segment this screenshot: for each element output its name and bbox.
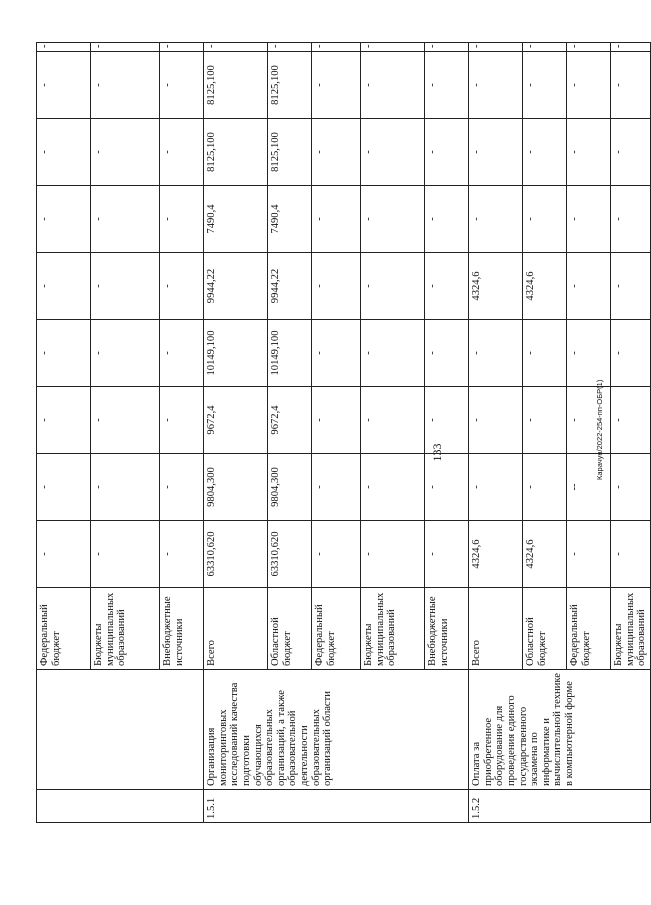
amount-cell: - bbox=[37, 119, 91, 186]
amount-cell: 8125,100 bbox=[204, 119, 268, 186]
amount-cell: - bbox=[361, 119, 425, 186]
amount-cell: - bbox=[425, 320, 469, 387]
amount-cell: - bbox=[425, 387, 469, 454]
amount-cell: 4324,6 bbox=[469, 521, 523, 588]
amount-cell: - bbox=[425, 454, 469, 521]
amount-cell: - bbox=[469, 43, 523, 52]
amount-cell: - bbox=[361, 387, 425, 454]
funding-source-cell: Бюджеты муниципальных образований bbox=[361, 588, 425, 670]
funding-source-cell: Федеральный бюджет bbox=[567, 588, 611, 670]
amount-cell: - bbox=[469, 119, 523, 186]
amount-cell: - bbox=[425, 521, 469, 588]
amount-cell: -- bbox=[567, 454, 611, 521]
row-number-cell bbox=[37, 790, 204, 823]
amount-cell: - bbox=[160, 253, 204, 320]
amount-cell: 4324,6 bbox=[469, 253, 523, 320]
amount-cell: - bbox=[567, 43, 611, 52]
table-row bbox=[37, 43, 91, 823]
amount-cell: - bbox=[312, 387, 361, 454]
amount-cell: 9672,4 bbox=[204, 387, 268, 454]
amount-cell: - bbox=[361, 521, 425, 588]
amount-cell: 10149,100 bbox=[204, 320, 268, 387]
amount-cell: - bbox=[91, 43, 160, 52]
amount-cell: 10149,100 bbox=[268, 320, 312, 387]
amount-cell: 9944,22 bbox=[268, 253, 312, 320]
amount-cell: - bbox=[37, 43, 91, 52]
amount-cell: - bbox=[361, 43, 425, 52]
amount-cell: - bbox=[425, 186, 469, 253]
amount-cell: - bbox=[523, 52, 567, 119]
amount-cell: - bbox=[37, 387, 91, 454]
amount-cell: - bbox=[523, 119, 567, 186]
amount-cell: - bbox=[312, 43, 361, 52]
budget-table bbox=[36, 42, 651, 823]
amount-cell: - bbox=[91, 521, 160, 588]
amount-cell: - bbox=[567, 320, 611, 387]
amount-cell: - bbox=[425, 43, 469, 52]
funding-source-cell: Внебюджетные источники bbox=[425, 588, 469, 670]
amount-cell: - bbox=[312, 454, 361, 521]
row-number-cell: 1.5.1 bbox=[204, 790, 469, 823]
amount-cell: - bbox=[469, 186, 523, 253]
funding-source-cell: Областной бюджет bbox=[268, 588, 312, 670]
amount-cell: - bbox=[37, 521, 91, 588]
amount-cell: - bbox=[91, 186, 160, 253]
activity-name-cell bbox=[37, 670, 204, 790]
amount-cell: - bbox=[469, 454, 523, 521]
amount-cell: - bbox=[37, 253, 91, 320]
amount-cell: - bbox=[37, 186, 91, 253]
amount-cell: - bbox=[611, 387, 651, 454]
table-row bbox=[469, 43, 523, 823]
amount-cell: 8125,100 bbox=[268, 119, 312, 186]
amount-cell: - bbox=[160, 454, 204, 521]
amount-cell: - bbox=[523, 186, 567, 253]
amount-cell: - bbox=[361, 253, 425, 320]
amount-cell: - bbox=[425, 52, 469, 119]
amount-cell: - bbox=[611, 320, 651, 387]
amount-cell: - bbox=[469, 387, 523, 454]
amount-cell: 4324,6 bbox=[523, 253, 567, 320]
amount-cell: - bbox=[567, 521, 611, 588]
amount-cell: - bbox=[611, 186, 651, 253]
amount-cell: 7490,4 bbox=[204, 186, 268, 253]
amount-cell: - bbox=[361, 454, 425, 521]
amount-cell: - bbox=[204, 43, 268, 52]
amount-cell: - bbox=[91, 52, 160, 119]
amount-cell: - bbox=[523, 387, 567, 454]
amount-cell: - bbox=[567, 387, 611, 454]
funding-source-cell: Федеральный бюджет bbox=[37, 588, 91, 670]
amount-cell: - bbox=[160, 119, 204, 186]
amount-cell: - bbox=[567, 186, 611, 253]
amount-cell: 9672,4 bbox=[268, 387, 312, 454]
amount-cell: - bbox=[611, 43, 651, 52]
amount-cell: 9804,300 bbox=[204, 454, 268, 521]
amount-cell: 9944,22 bbox=[204, 253, 268, 320]
funding-source-cell: Федеральный бюджет bbox=[312, 588, 361, 670]
amount-cell: - bbox=[160, 521, 204, 588]
document-code: Карачун/2022-254-пп-ОБР(1) bbox=[595, 379, 604, 481]
amount-cell: - bbox=[425, 253, 469, 320]
amount-cell: 8125,100 bbox=[204, 52, 268, 119]
amount-cell: - bbox=[361, 320, 425, 387]
amount-cell: - bbox=[611, 52, 651, 119]
row-number-cell: 1.5.2 bbox=[469, 790, 651, 823]
amount-cell: - bbox=[361, 186, 425, 253]
amount-cell: - bbox=[469, 320, 523, 387]
funding-source-cell: Бюджеты муниципальных образований bbox=[91, 588, 160, 670]
amount-cell: - bbox=[312, 253, 361, 320]
funding-source-cell: Всего bbox=[469, 588, 523, 670]
amount-cell: - bbox=[268, 43, 312, 52]
amount-cell: - bbox=[611, 119, 651, 186]
amount-cell: - bbox=[611, 454, 651, 521]
amount-cell: - bbox=[37, 52, 91, 119]
amount-cell: - bbox=[425, 119, 469, 186]
amount-cell: 7490,4 bbox=[268, 186, 312, 253]
amount-cell: - bbox=[567, 52, 611, 119]
amount-cell: - bbox=[312, 52, 361, 119]
amount-cell: - bbox=[37, 454, 91, 521]
amount-cell: - bbox=[37, 320, 91, 387]
funding-source-cell: Внебюджетные источники bbox=[160, 588, 204, 670]
amount-cell: - bbox=[523, 320, 567, 387]
amount-cell: - bbox=[523, 454, 567, 521]
page-number: 133 bbox=[430, 443, 444, 462]
amount-cell: 9804,300 bbox=[268, 454, 312, 521]
amount-cell: - bbox=[523, 43, 567, 52]
amount-cell: - bbox=[312, 521, 361, 588]
amount-cell: - bbox=[567, 253, 611, 320]
amount-cell: - bbox=[312, 320, 361, 387]
amount-cell: 63310,620 bbox=[204, 521, 268, 588]
amount-cell: - bbox=[160, 52, 204, 119]
amount-cell: 63310,620 bbox=[268, 521, 312, 588]
activity-name-cell: Организация мониторинговых исследований качества подготовки обучающихся образовательных организаций, а также образовательной деятельности образовательных организаций области bbox=[204, 670, 469, 790]
amount-cell: - bbox=[91, 454, 160, 521]
amount-cell: - bbox=[611, 253, 651, 320]
funding-source-cell: Всего bbox=[204, 588, 268, 670]
amount-cell: - bbox=[91, 387, 160, 454]
funding-source-cell: Бюджеты муниципальных образований bbox=[611, 588, 651, 670]
amount-cell: - bbox=[469, 52, 523, 119]
amount-cell: - bbox=[611, 521, 651, 588]
amount-cell: - bbox=[91, 119, 160, 186]
amount-cell: - bbox=[361, 52, 425, 119]
amount-cell: - bbox=[312, 186, 361, 253]
amount-cell: - bbox=[160, 43, 204, 52]
activity-name-cell: Оплата за приобретенное оборудование для проведения единого государственного экзамена по информатике и вычислительной технике в компьютерной форме bbox=[469, 670, 651, 790]
amount-cell: - bbox=[160, 186, 204, 253]
amount-cell: - bbox=[312, 119, 361, 186]
table-row bbox=[204, 43, 268, 823]
amount-cell: - bbox=[567, 119, 611, 186]
amount-cell: 8125,100 bbox=[268, 52, 312, 119]
amount-cell: - bbox=[160, 320, 204, 387]
funding-source-cell: Областной бюджет bbox=[523, 588, 567, 670]
amount-cell: - bbox=[91, 320, 160, 387]
amount-cell: 4324,6 bbox=[523, 521, 567, 588]
amount-cell: - bbox=[160, 387, 204, 454]
amount-cell: - bbox=[91, 253, 160, 320]
